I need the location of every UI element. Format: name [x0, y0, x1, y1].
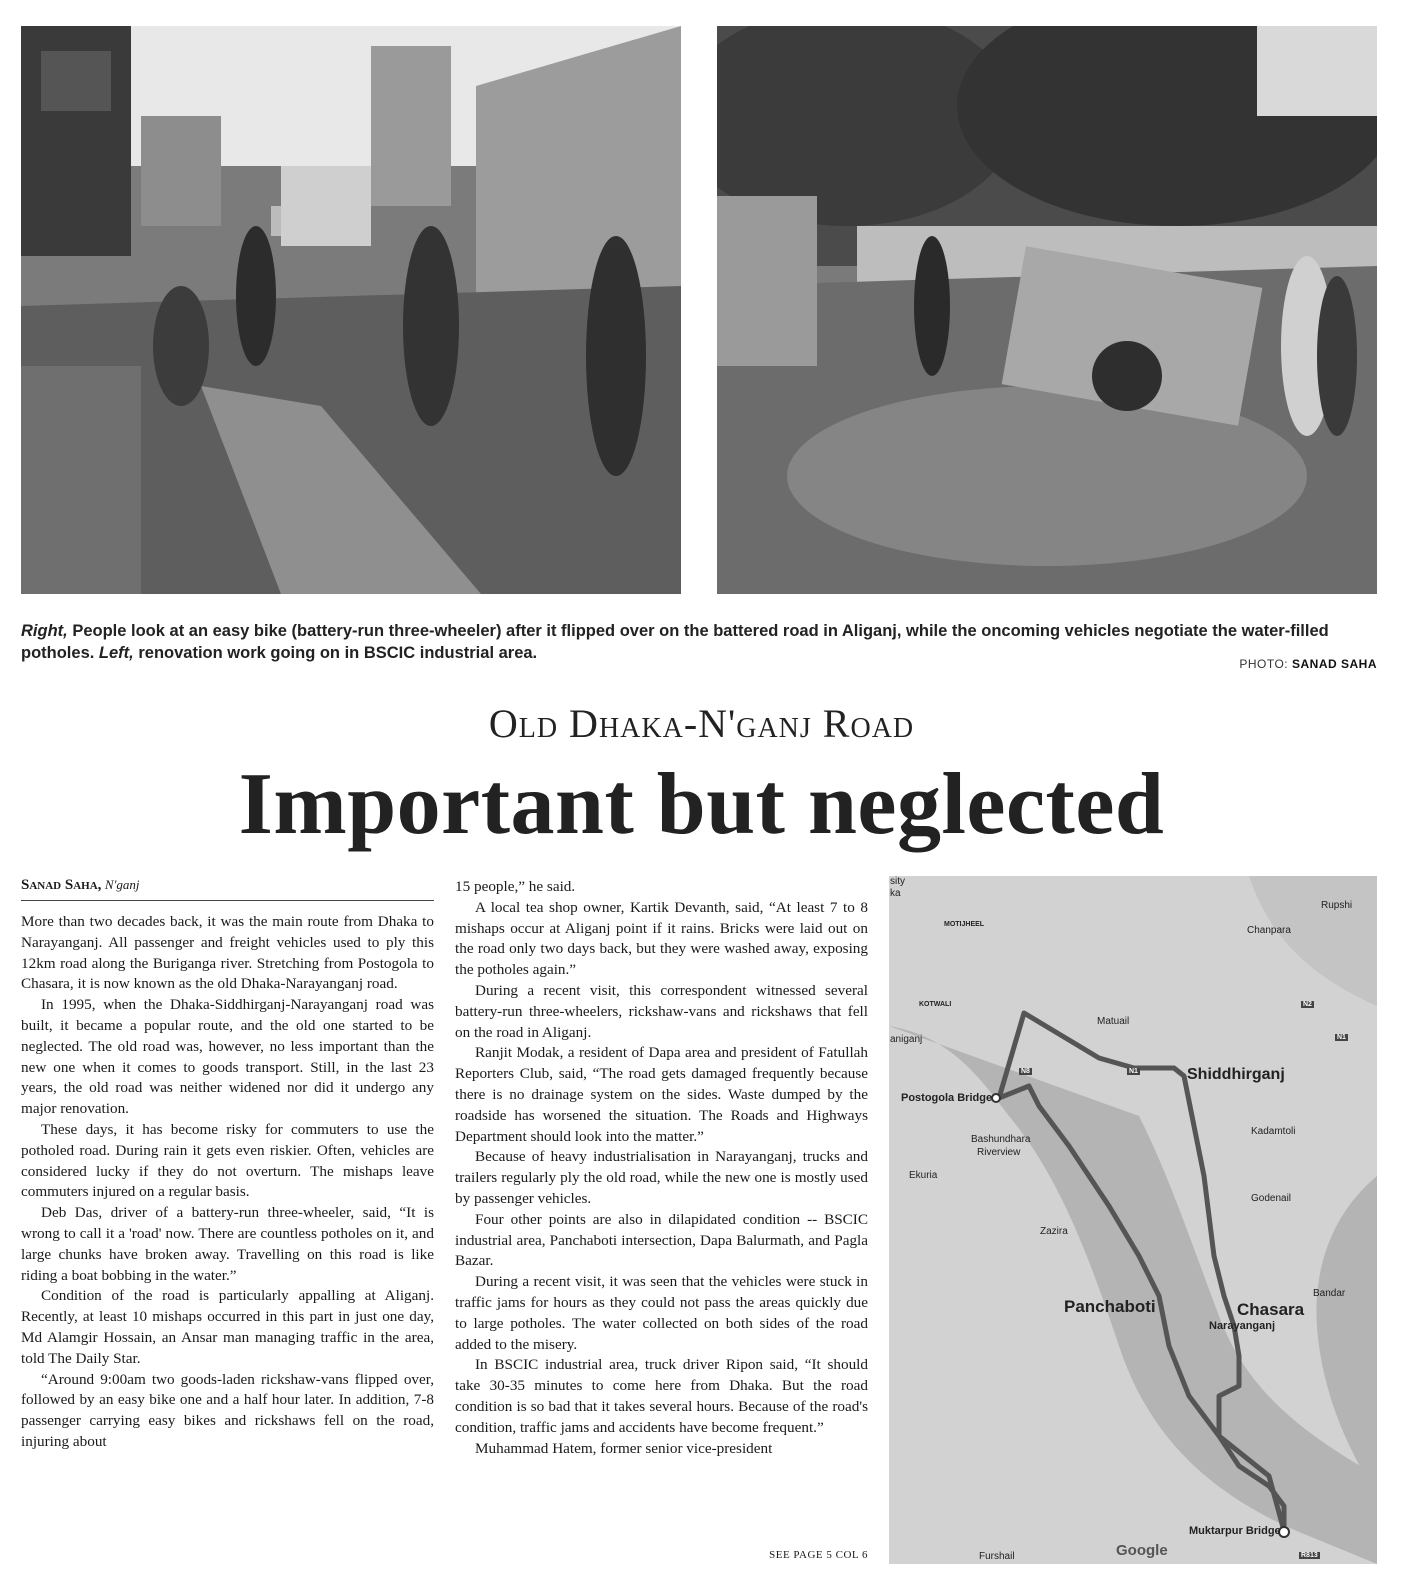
- route-map: [889, 876, 1377, 1564]
- map-label-matuail: Matuail: [1097, 1016, 1130, 1027]
- caption-left-text: renovation work going on in BSCIC industrial area.: [133, 644, 538, 662]
- map-label-bashundhara: Bashundhara: [971, 1134, 1031, 1145]
- map-label-bandar: Bandar: [1313, 1288, 1346, 1299]
- map-label-motijheel: MOTIJHEEL: [944, 921, 985, 928]
- photo-flipped-easy-bike: [717, 26, 1377, 594]
- marker-postogola: [992, 1094, 1000, 1102]
- map-label-panchaboti: Panchaboti: [1064, 1297, 1156, 1316]
- article-column-2: [455, 877, 868, 1459]
- paragraph: More than two decades back, it was the main route from Dhaka to Narayanganj. All passenger and freight vehicles used to ply this 12km road along the Buriganga river. Stretching from Postogola to Chasara, it is now known as the old Dhaka-Narayanganj road.: [21, 913, 434, 993]
- paragraph: In BSCIC industrial area, truck driver Ripon said, “It should take 30-35 minutes to come here from Dhaka. But the road condition is so bad that it takes several hours. Because of the road's condition, traffic jams and accidents have become frequent.”: [455, 1356, 868, 1436]
- map-label-kotwali: KOTWALI: [919, 1001, 952, 1008]
- paragraph: Muhammad Hatem, former senior vice-president: [475, 1439, 773, 1457]
- paragraph: 15 people,” he said.: [455, 878, 576, 895]
- paragraph: These days, it has become risky for commuters to use the potholed road. During rain it gets even riskier. Often, vehicles are considered lucky if they do not overturn. The mishaps leave commuters injured on a regular basis.: [21, 1120, 434, 1201]
- paragraph: During a recent visit, this correspondent witnessed several battery-run three-wheelers, rickshaw-vans and rickshaws that fell on the road in Aliganj.: [455, 981, 868, 1041]
- map-label-godenail: Godenail: [1251, 1193, 1292, 1204]
- paragraph: Four other points are also in dilapidated condition -- BSCIC industrial area, Panchaboti intersection, Dapa Balurmath, and Pagla Bazar.: [455, 1210, 868, 1270]
- photo-caption: [21, 620, 1377, 664]
- paragraph: Condition of the road is particularly appalling at Aliganj. Recently, at least 10 mishaps occurred in this part in just one day, Md Alamgir Hossain, an Ansar man managing traffic in the area, told The Daily Star.: [21, 1287, 434, 1367]
- map-label-chanpara: Chanpara: [1247, 925, 1291, 936]
- map-label-aniganj: aniganj: [890, 1034, 923, 1045]
- byline-location: N'ganj: [104, 877, 140, 892]
- map-label-ekuria: Ekuria: [909, 1170, 938, 1181]
- paragraph: Ranjit Modak, a resident of Dapa area and president of Fatullah Reporters Club, said, “The road gets damaged frequently because there is no drainage system on the sides. Waste dumped by the roadside has worsened the situation. The Roads and Highways Department should look into the matter.”: [455, 1044, 868, 1145]
- photo-right-illustration: [717, 26, 1377, 594]
- continuation-note: SEE PAGE 5 COL 6: [769, 1549, 868, 1561]
- map-road-n2: N2: [1303, 1001, 1312, 1008]
- caption-right-text: People look at an easy bike (battery-run three-wheeler) after it flipped over on the battered road in Aliganj, while the oncoming vehicles negotiate the water-filled potholes.: [21, 622, 1329, 662]
- photo-renovation-bscic: [21, 26, 681, 594]
- paragraph: A local tea shop owner, Kartik Devanth, said, “At least 7 to 8 mishaps occur at Aliganj point if it rains. Bricks were laid out on the road only two days back, but they were washed away, exposing the potholes again.”: [455, 898, 868, 979]
- map-label-shiddhirganj: Shiddhirganj: [1187, 1066, 1285, 1083]
- paragraph: Because of heavy industrialisation in Narayanganj, trucks and trailers regularly ply the old road, while the new one is mostly used by passenger vehicles.: [455, 1148, 868, 1207]
- map-google-logo: Google: [1116, 1542, 1168, 1559]
- map-label-sity: sity: [890, 876, 905, 887]
- paragraph: “Around 9:00am two goods-laden rickshaw-vans flipped over, followed by an easy bike one and a half hour later. In addition, 7-8 passenger carrying easy bikes and rickshaws fell on the road, injuring about: [21, 1370, 434, 1450]
- map-road-n8: N8: [1021, 1068, 1030, 1075]
- byline-author: Sanad Saha,: [21, 877, 102, 893]
- map-label-kadamtoli: Kadamtoli: [1251, 1126, 1296, 1137]
- map-road-r813: R813: [1301, 1552, 1318, 1559]
- kicker-headline: Old Dhaka-N'ganj Road: [488, 701, 915, 746]
- byline: [21, 877, 434, 901]
- map-label-chasara: Chasara: [1237, 1300, 1305, 1319]
- map-label-zazira: Zazira: [1040, 1226, 1068, 1237]
- map-drawing: [889, 876, 1377, 1564]
- map-label-muktarpur-bridge: Muktarpur Bridge: [1189, 1525, 1281, 1537]
- paragraph: During a recent visit, it was seen that the vehicles were stuck in traffic jams for hours as they could not pass the areas quickly due to large potholes. The water collected on both sides of the road added to the misery.: [455, 1273, 868, 1353]
- map-label-rupshi: Rupshi: [1321, 900, 1353, 911]
- map-label-postogola-bridge: Postogola Bridge: [901, 1092, 993, 1104]
- paragraph: In 1995, when the Dhaka-Siddhirganj-Narayanganj road was built, it became a popular route, and the old one started to be neglected. The old road was, however, no less important than the new one when it comes to goods transport. Still, in the last 23 years, the old road was neither widened nor did it undergo any major renovation.: [21, 996, 434, 1118]
- map-label-narayanganj: Narayanganj: [1209, 1320, 1276, 1332]
- map-road-n1-east: N1: [1337, 1034, 1346, 1041]
- photo-credit-name: SANAD SAHA: [1291, 657, 1377, 671]
- main-headline: Important but neglected: [238, 756, 1165, 853]
- article-column-1: [21, 912, 434, 1453]
- caption-left-word: Left,: [98, 644, 134, 662]
- paragraph: Deb Das, driver of a battery-run three-wheeler, said, “It is wrong to call it a 'road' now. There are countless potholes on it, and large chunks have broken away. Travelling on this road is like riding a boat bobbing in the water.”: [21, 1204, 434, 1284]
- map-road-n1-west: N1: [1129, 1068, 1138, 1075]
- photo-credit: [1239, 657, 1377, 671]
- photo-credit-label: PHOTO:: [1239, 657, 1292, 671]
- caption-right-word: Right,: [21, 622, 68, 640]
- map-label-furshail: Furshail: [979, 1551, 1015, 1562]
- map-label-ka: ka: [890, 888, 901, 899]
- photo-left-illustration: [21, 26, 681, 594]
- map-label-riverview: Riverview: [977, 1147, 1021, 1158]
